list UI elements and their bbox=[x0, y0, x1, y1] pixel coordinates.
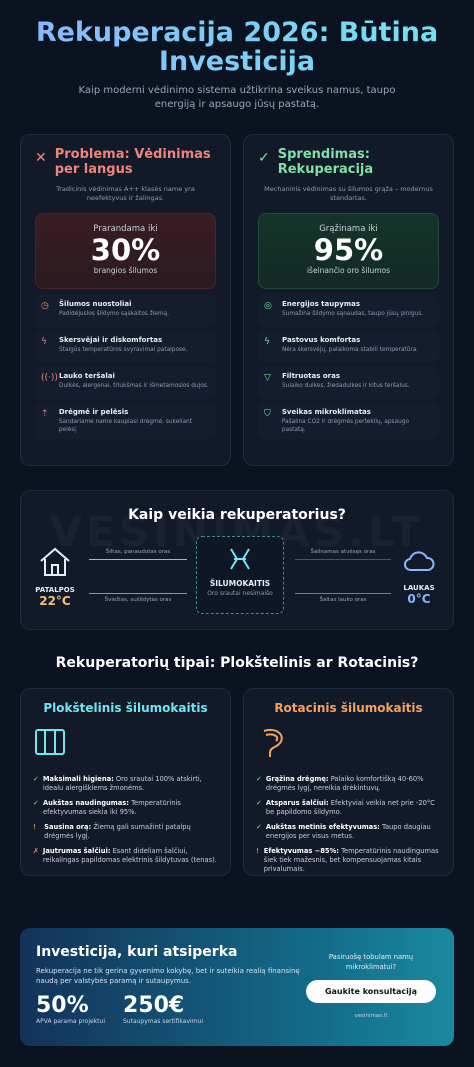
list-item bbox=[256, 823, 441, 841]
item-text: Palaiko komfortišką 40-60% drėgmės lygį, nereikia drėkintuvų. bbox=[265, 775, 424, 792]
cta-title: Investicija, kuri atsiperka bbox=[36, 944, 238, 960]
solution-stat-value: 95% bbox=[313, 233, 384, 267]
plate-card bbox=[20, 688, 231, 876]
problem-title: Problema: Vėdinimas per langus bbox=[54, 147, 211, 177]
item-bold: Aukštas naudingumas: bbox=[43, 799, 129, 807]
cta-question: Pasiruošę tobulam namų mikroklimatui? bbox=[328, 953, 414, 971]
item-desc: Nėra skersvėjų, palaikoma stabili temperatūra. bbox=[282, 347, 419, 353]
item-text: Taupo daugiau energijos per visus metus. bbox=[265, 823, 431, 840]
item-title: Energijos taupymas bbox=[282, 300, 360, 308]
plate-exchanger-icon bbox=[33, 725, 67, 759]
lightning-icon: ϟ bbox=[264, 337, 270, 347]
comparison-cards bbox=[20, 134, 454, 466]
types-title: Rekuperatorių tipai: Plokštelinis ar Rotacinis? bbox=[55, 655, 419, 671]
list-item bbox=[256, 799, 441, 817]
heat-exchanger-label: ŠILUMOKAITIS bbox=[209, 579, 271, 588]
problem-list bbox=[35, 295, 216, 439]
item-bold: Efektyvumas ~85%: bbox=[263, 847, 339, 855]
item-text: Efektyviai veikia net prie -20°C be papildomo šildymo. bbox=[265, 799, 435, 816]
how-it-works bbox=[20, 490, 454, 630]
list-item bbox=[258, 331, 439, 363]
cta-stat-value: 50% bbox=[36, 993, 89, 1018]
cta-stat-subsidy bbox=[36, 994, 105, 1025]
item-bold: Jautrumas šalčiui: bbox=[42, 847, 111, 855]
flow-label-cold: Šaltas lauko oras bbox=[319, 597, 367, 603]
item-title: Sveikas mikroklimatas bbox=[281, 408, 371, 416]
rotary-exchanger-icon bbox=[256, 725, 290, 759]
check-icon: ✓ bbox=[256, 823, 262, 831]
item-title: Šilumos nuostoliai bbox=[59, 300, 132, 308]
item-title: Skersvėjai ir diskomfortas bbox=[59, 336, 163, 344]
solution-stat-caption: išeinančio oro šilumos bbox=[306, 266, 391, 275]
plate-list bbox=[33, 775, 218, 865]
filter-icon: ▽ bbox=[264, 373, 271, 383]
cta-stat-savings bbox=[123, 994, 203, 1025]
house-icon bbox=[38, 546, 72, 578]
item-text: Temperatūrinis efektyvumas siekia iki 95%. bbox=[43, 799, 181, 816]
rotary-card bbox=[243, 688, 454, 876]
flow-label-exhaust: Šalinamas atvėsęs oras bbox=[310, 549, 376, 555]
heat-exchanger-desc: Oro srautai nesimaišo bbox=[207, 590, 273, 597]
list-item bbox=[258, 403, 439, 439]
list-item bbox=[256, 847, 441, 874]
item-bold: Sausina orą: bbox=[44, 823, 92, 831]
list-item bbox=[258, 367, 439, 399]
item-desc: Pašalina CO2 ir drėgmės perteklių, apsaugo pastatą. bbox=[281, 419, 410, 433]
flow-arrow-fresh bbox=[89, 593, 187, 594]
types-section bbox=[20, 688, 454, 876]
outdoor-label: LAUKAS bbox=[403, 584, 435, 592]
rotary-title: Rotacinis šilumokaitis bbox=[274, 701, 423, 715]
cross-icon: ✗ bbox=[33, 847, 39, 855]
item-title: Filtruotas oras bbox=[282, 372, 340, 380]
flow-arrow-cold bbox=[295, 593, 391, 594]
list-item bbox=[258, 295, 439, 327]
page-title: Rekuperacija 2026: Būtina Investicija bbox=[0, 18, 474, 76]
rotary-list bbox=[256, 775, 441, 874]
hero bbox=[0, 0, 474, 112]
cta-text: Rekuperacija ne tik gerina gyvenimo kokybę, bet ir suteikia realią finansinę naudą per valstybės paramą ir sutaupymus. bbox=[36, 967, 300, 985]
warning-icon: ! bbox=[33, 823, 36, 831]
list-item bbox=[33, 799, 218, 817]
problem-stat-caption: brangios šilumos bbox=[93, 266, 158, 275]
check-icon: ✓ bbox=[33, 799, 39, 807]
item-bold: Grąžina drėgmę: bbox=[265, 775, 329, 783]
flow-label-warm: Šiltas, panaudotas oras bbox=[105, 549, 171, 555]
problem-stat bbox=[35, 213, 216, 289]
list-item bbox=[33, 847, 218, 865]
page-subtitle: Kaip moderni vėdinimo sistema užtikrina sveikus namus, taupo energiją ir apsaugo jūsų pastatą. bbox=[78, 85, 396, 110]
problem-stat-value: 30% bbox=[90, 233, 161, 267]
problem-stat-label: Prarandama iki bbox=[93, 224, 158, 234]
problem-header bbox=[35, 147, 216, 177]
cta-stat-value: 250€ bbox=[122, 993, 185, 1018]
solution-stat-label: Grąžinama iki bbox=[319, 224, 378, 234]
item-desc: Sulaiko dulkes, žiedadulkes ir kitus teršalus. bbox=[282, 383, 410, 389]
item-desc: Sumažina šildymo sąnaudas, taupo jūsų pinigus. bbox=[282, 311, 424, 317]
cta-banner bbox=[20, 928, 454, 1046]
coin-icon: ◎ bbox=[264, 301, 272, 311]
check-icon: ✓ bbox=[256, 799, 262, 807]
item-title: Pastovus komfortas bbox=[282, 336, 361, 344]
warning-icon: ! bbox=[256, 847, 259, 855]
check-icon: ✓ bbox=[33, 775, 39, 783]
indoor-label: PATALPOS bbox=[35, 586, 75, 594]
solution-list bbox=[258, 295, 439, 439]
solution-card bbox=[243, 134, 454, 466]
item-desc: Padidėjusios šildymo sąskaitos žiemą. bbox=[59, 311, 169, 317]
item-text: Oro srautai 100% atskirti, idealu alergiškiems žmonėms. bbox=[42, 775, 202, 792]
problem-card bbox=[20, 134, 231, 466]
heat-exchanger bbox=[196, 536, 284, 614]
outdoor-side bbox=[397, 546, 441, 606]
list-item bbox=[33, 823, 218, 841]
list-item bbox=[35, 295, 216, 327]
cta-action bbox=[306, 952, 436, 1019]
flow-label-fresh: Šviežias, sušildytas oras bbox=[104, 597, 172, 603]
list-item bbox=[33, 775, 218, 793]
list-item bbox=[35, 331, 216, 363]
how-title: Kaip veikia rekuperatorius? bbox=[128, 507, 346, 523]
item-text: Žiemą gali sumažinti patalpų drėgmės lygį. bbox=[44, 823, 191, 840]
consultation-button[interactable]: Gaukite konsultaciją bbox=[306, 980, 436, 1003]
cta-stat-caption: Sutaupymas sertifikavimui bbox=[122, 1018, 204, 1025]
cloud-icon bbox=[402, 546, 436, 576]
item-title: Lauko teršalai bbox=[59, 372, 115, 380]
item-desc: Staigūs temperatūros svyravimai patalpose. bbox=[59, 347, 188, 353]
item-desc: Sandariame name kaupiasi drėgmė, sukeliant pelėsį. bbox=[58, 419, 192, 433]
solution-header bbox=[258, 147, 439, 177]
lightning-icon: ϟ bbox=[41, 337, 47, 347]
plate-title: Plokštelinis šilumokaitis bbox=[43, 701, 208, 715]
heat-exchanger-icon bbox=[227, 547, 253, 571]
wave-icon: ((·)) bbox=[41, 373, 58, 383]
solution-title: Sprendimas: Rekuperacija bbox=[277, 147, 374, 177]
item-text: Temperatūrinis naudingumas šiek tiek mažesnis, bet kompensuojamas kitais privalumais. bbox=[263, 847, 439, 873]
list-item bbox=[35, 367, 216, 399]
item-bold: Aukštas metinis efektyvumas: bbox=[265, 823, 380, 831]
check-icon: ✓ bbox=[258, 150, 270, 166]
item-text: Esant dideliam šalčiui, reikalingas papildomas elektrinis šildytuvas (tenas). bbox=[42, 847, 217, 864]
item-bold: Maksimali higiena: bbox=[42, 775, 114, 783]
indoor-side bbox=[33, 546, 77, 608]
solution-subtitle: Mechaninis vėdinimas su šilumos grąža – modernus standartas. bbox=[264, 185, 433, 202]
flow-arrow-warm bbox=[89, 559, 187, 560]
close-icon: ✕ bbox=[35, 150, 47, 166]
solution-stat bbox=[258, 213, 439, 289]
indoor-temp: 22°C bbox=[39, 594, 71, 608]
shield-icon: ⛉ bbox=[264, 409, 271, 419]
flow-arrow-exhaust bbox=[295, 559, 391, 560]
item-bold: Atsparus šalčiui: bbox=[265, 799, 329, 807]
clock-icon: ◷ bbox=[41, 301, 49, 311]
outdoor-temp: 0°C bbox=[407, 592, 431, 606]
cta-stat-caption: APVA parama projektui bbox=[36, 1018, 105, 1025]
list-item bbox=[35, 403, 216, 439]
site-link[interactable]: vesinimas.lt bbox=[354, 1013, 388, 1019]
item-desc: Dulkės, alergenai, triukšmas ir išmetamosios dujos. bbox=[59, 383, 209, 389]
check-icon: ✓ bbox=[256, 775, 262, 783]
item-title: Drėgmė ir pelėsis bbox=[58, 408, 129, 416]
problem-subtitle: Tradicinis vėdinimas A++ klasės name yra neefektyvus ir žalingas. bbox=[56, 185, 195, 202]
upload-icon: ⇡ bbox=[41, 409, 49, 419]
list-item bbox=[256, 775, 441, 793]
